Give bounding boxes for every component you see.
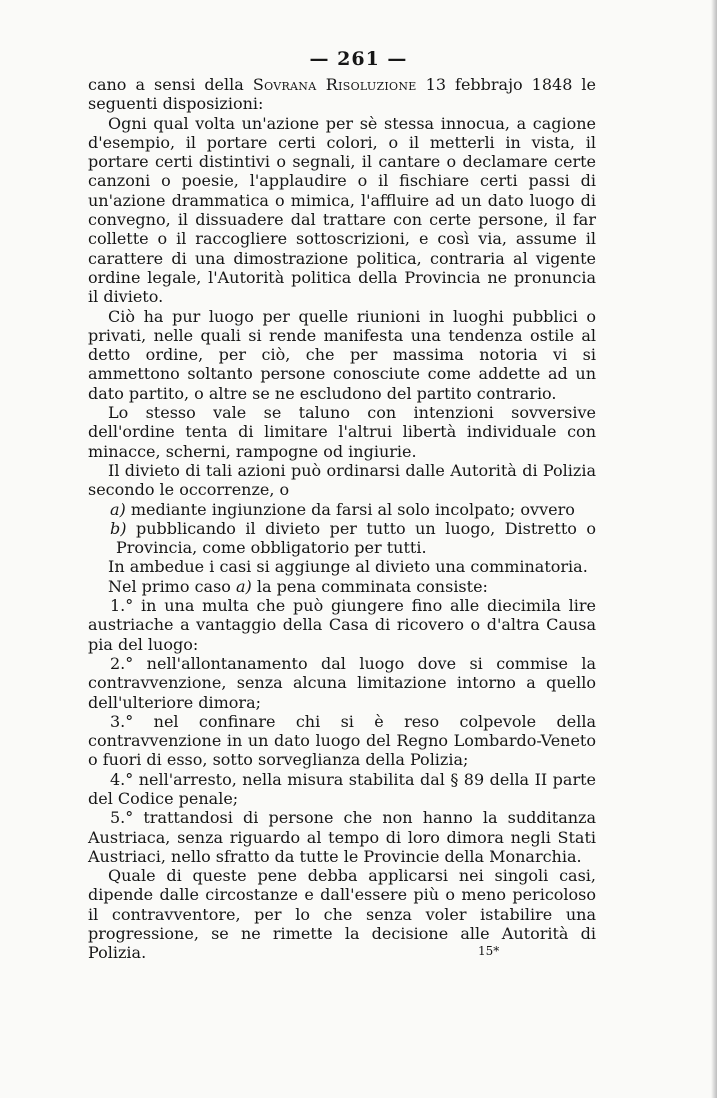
sovereign-resolution-smallcaps: Sovrana Risoluzione bbox=[252, 75, 417, 94]
paragraph: Nel primo caso a) la pena comminata consiste: bbox=[108, 576, 488, 596]
page-edge-shadow bbox=[711, 0, 717, 1098]
paragraph: Ogni qual volta un'azione per sè stessa innocua, a cagione d'esempio, il portare certi colori, o il metterli in vista, il portare certi distintivi o segnali, il cantare o declamare certe canzoni o poesie, l'applaudire o il fischiare certi passi di un'azione drammatica o mimica, l'affluire ad un dato luogo di convegno, il dissuadere dal trattare con certe persone, il far collette o il raccogliere sottoscrizioni, e così via, assume il carattere di una dimostrazione politica, contraria al vigente ordine legale, l'Autorità politica della Provincia ne pronuncia il divieto. bbox=[88, 113, 596, 307]
numbered-item: 3.° nel confinare chi si è reso colpevole della contravvenzione in un dato luogo del Regno Lombardo-Veneto o fuori di esso, sotto sorveglianza della Polizia; bbox=[88, 711, 596, 770]
signature-mark: 15* bbox=[478, 944, 500, 958]
paragraph-continuation: cano a sensi della Sovrana Risoluzione 13 febbrajo 1848 le seguenti disposizioni: bbox=[88, 75, 596, 114]
numbered-item: 2.° nell'allontanamento dal luogo dove si commise la contravvenzione, senza alcuna limitazione intorno a quello dell'ulteriore dimora; bbox=[88, 653, 596, 712]
numbered-item: 1.° in una multa che può giungere fino alle diecimila lire austriache a vantaggio della Casa di ricovero o d'altra Causa pia del luogo: bbox=[88, 596, 596, 654]
list-item-a: a) mediante ingiunzione da farsi al solo incolpato; ovvero bbox=[110, 499, 575, 519]
numbered-item: 4.° nell'arresto, nella misura stabilita dal § 89 della II parte del Codice penale; bbox=[88, 769, 596, 808]
paragraph: Quale di queste pene debba applicarsi nei singoli casi, dipende dalle circostanze e dall'essere più o meno pericoloso il contravventore, per lo che senza voler istabilire una progressione, se ne rimette la decisione alle Autorità di Polizia. bbox=[88, 866, 596, 963]
paragraph: Il divieto di tali azioni può ordinarsi dalle Autorità di Polizia secondo le occorrenze, o bbox=[88, 460, 596, 500]
paragraph: Lo stesso vale se taluno con intenzioni sovversive dell'ordine tenta di limitare l'altrui libertà individuale con minacce, scherni, rampogne od ingiurie. bbox=[88, 403, 596, 461]
page-number: — 261 — bbox=[309, 48, 408, 70]
body-text bbox=[88, 75, 596, 963]
list-item-b: b) pubblicando il divieto per tutto un luogo, Distretto o Provincia, come obbligatorio per tutti. bbox=[110, 518, 596, 558]
paragraph: In ambedue i casi si aggiunge al divieto una comminatoria. bbox=[108, 557, 588, 577]
numbered-item: 5.° trattandosi di persone che non hanno la sudditanza Austriaca, senza riguardo al tempo di loro dimora negli Stati Austriaci, nello sfratto da tutte le Provincie della Monarchia. bbox=[88, 808, 596, 866]
paragraph: Ciò ha pur luogo per quelle riunioni in luoghi pubblici o privati, nelle quali si rende manifesta una tendenza ostile al detto ordine, per ciò, che per massima notoria vi si ammettono soltanto persone conosciute come addette ad un dato partito, o altre se ne escludono del partito contrario. bbox=[88, 306, 596, 403]
